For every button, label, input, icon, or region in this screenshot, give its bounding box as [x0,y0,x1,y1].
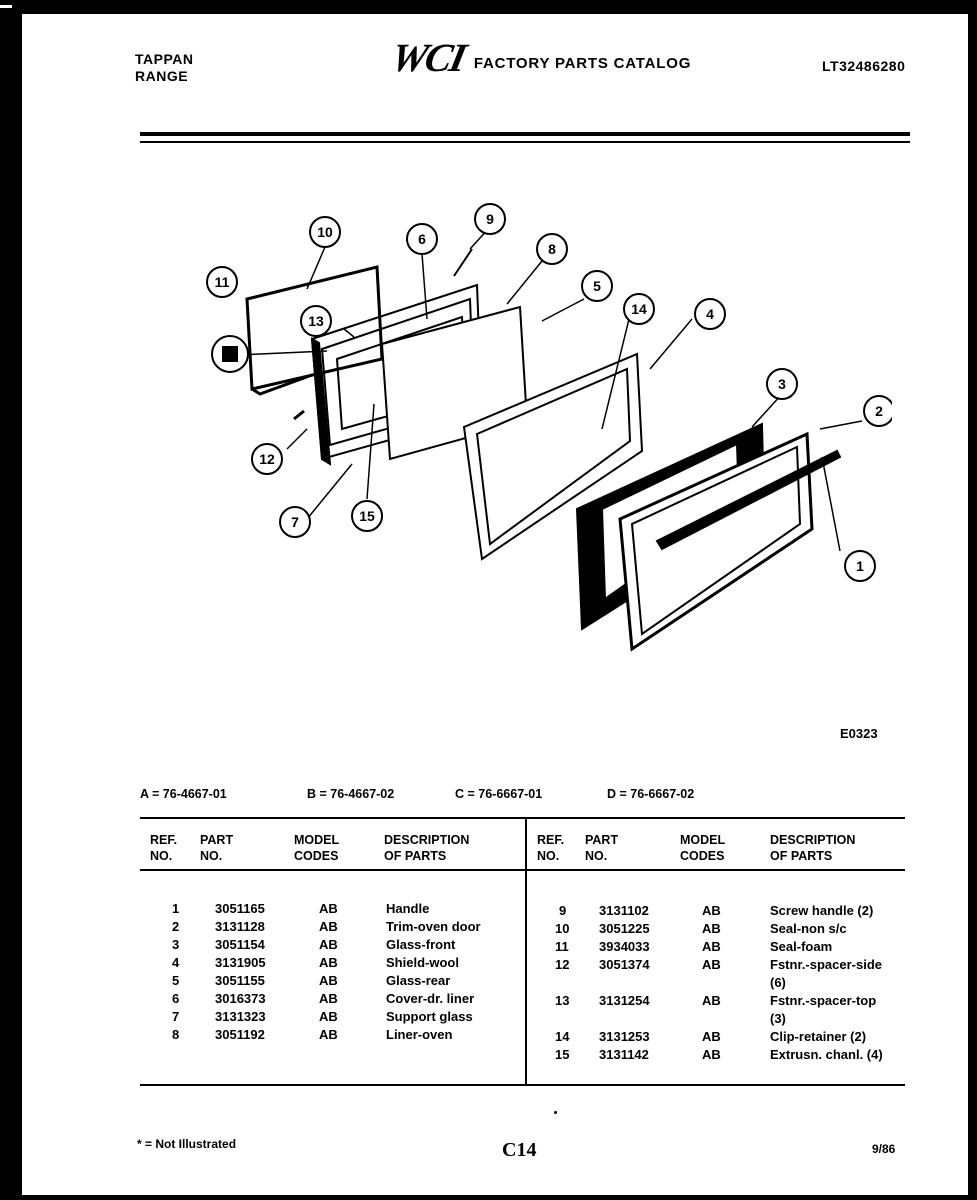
corner-mark [0,5,12,8]
svg-text:4: 4 [706,306,714,322]
svg-text:2: 2 [875,403,883,419]
svg-text:12: 12 [259,451,275,467]
svg-text:1: 1 [856,558,864,574]
callout-6 [407,224,437,254]
callout-1 [845,551,875,581]
col-header-part-right: PART NO. [585,833,619,863]
brand-block [135,51,193,85]
callout-11 [207,267,237,297]
appliance-type: RANGE [135,68,189,84]
page-code: C14 [502,1139,537,1161]
header-rule-right [527,869,905,871]
table-bottom-rule [140,1084,905,1086]
callout-7 [280,507,310,537]
callout-13 [301,306,331,336]
callout-14 [624,294,654,324]
col-header-ref-right: REF. NO. [537,833,565,863]
seal-foam-icon [212,336,248,372]
col-header-part-left: PART NO. [200,833,234,863]
col-header-ref-left: REF. NO. [150,833,178,863]
model-key-d: D = 76-6667-02 [607,787,695,801]
svg-text:6: 6 [418,231,426,247]
svg-text:3: 3 [778,376,786,392]
brand-name: TAPPAN [135,51,194,67]
not-illustrated-note: * = Not Illustrated [137,1137,237,1151]
col-header-model-left: MODEL CODES [294,833,340,863]
model-key-a: A = 76-4667-01 [140,787,227,801]
svg-text:10: 10 [317,224,333,240]
svg-text:7: 7 [291,514,299,530]
callout-2 [864,396,892,426]
callout-9 [475,204,505,234]
svg-text:14: 14 [631,301,647,317]
exploded-door-diagram [172,189,892,669]
callout-12 [252,444,282,474]
callout-5 [582,271,612,301]
catalog-page: TAPPAN RANGE WCI FACTORY PARTS CATALOG LT32486280 10 6 9 8 11 13 5 14 4 3 2 12 7 15 1 E0323 A = 76-4667-01 B = 76-4667-02 C = 76-6667-01 D = 76-6667-02 REF. NO. PART NO. MODEL CODES DESCRIPTION OF PARTS REF. NO. PART NO. MODEL CODES DESCRIPTION OF PARTS 1 3051165 AB Handle 2 3131128 AB Trim-oven door 3 3051154 AB Glass-front 4 3131905 AB Shield-wool 5 3051155 AB Glass-rear 6 3016373 AB Cover-dr. liner 7 3131323 AB Support glass 8 3051192 AB Liner-oven 9 3131102 AB Screw handle (2) 10 3051225 AB Seal-non s/c 11 3934033 AB Seal-foam 12 3051374 AB Fstnr.-spacer-side (6) 13 3131254 AB Fstnr.-spacer-top (3) 14 3131253 AB Clip-retainer (2) 15 3131142 AB Extrusn. chanl. (4) * = Not Illustrated C14 9/86 [22,14,968,1195]
catalog-header [387,35,692,80]
catalog-title: FACTORY PARTS CATALOG [473,54,692,72]
col-header-desc-left: DESCRIPTION OF PARTS [384,833,470,863]
col-header-model-right: MODEL CODES [680,833,726,863]
callout-8 [537,234,567,264]
header-rule-thick [140,132,910,136]
svg-text:13: 13 [308,313,324,329]
catalog-number: LT32486280 [822,58,906,74]
svg-text:9: 9 [486,211,494,227]
header-rule-thin [140,141,910,143]
callout-10 [310,217,340,247]
svg-text:11: 11 [214,274,230,290]
svg-text:8: 8 [548,241,556,257]
revision-date: 9/86 [872,1142,896,1156]
table-divider [525,817,527,1086]
speck [554,1111,557,1114]
header-rule-left [140,869,525,871]
wci-logo: WCI [387,35,469,80]
col-header-desc-right: DESCRIPTION OF PARTS [770,833,856,863]
table-top-rule [140,817,905,819]
svg-text:15: 15 [359,508,375,524]
callout-3 [767,369,797,399]
svg-text:5: 5 [593,278,601,294]
callout-15 [352,501,382,531]
model-key-b: B = 76-4667-02 [307,787,395,801]
callout-4 [695,299,725,329]
diagram-code: E0323 [840,726,878,741]
model-key-c: C = 76-6667-01 [455,787,543,801]
